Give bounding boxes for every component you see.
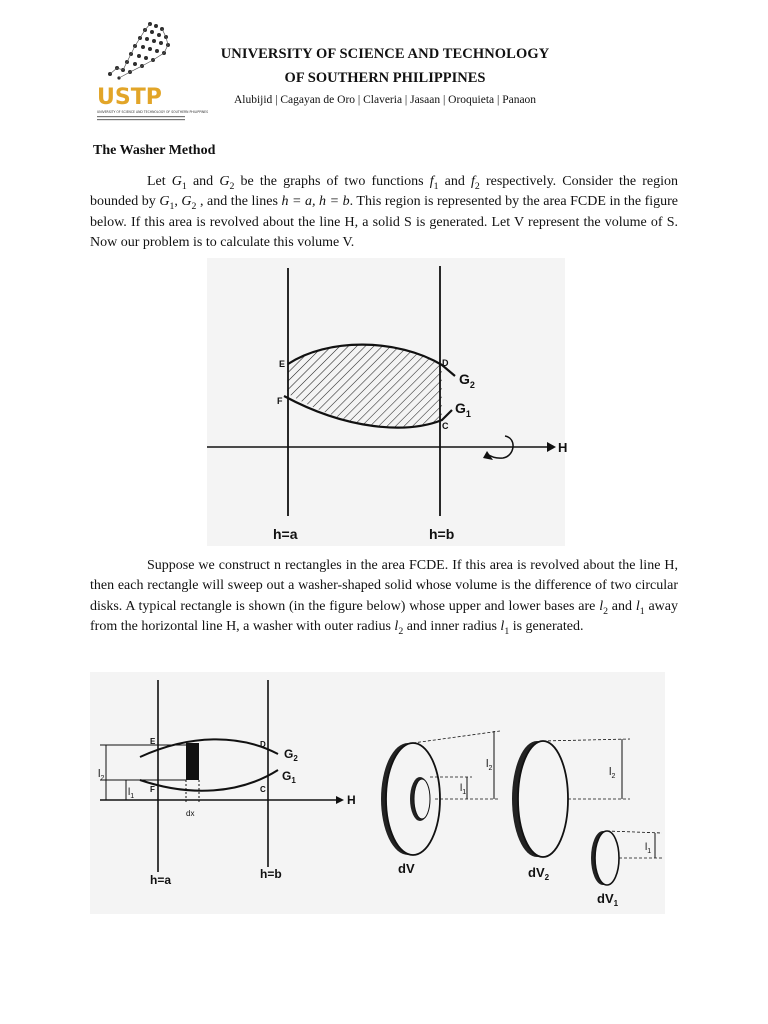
svg-text:D: D — [260, 740, 266, 749]
paragraph-intro: Let $G_1$ and $G_2$ be the graphs of two functions $f_1$ and $f_2$ respectively. Consider the region bounded by $G_1$, $G_2$ , and the lines h = a, h = b. This region is represented by the area FCDE in the figure below. If this area is revolved about the line H, a solid S is generated. Let V represent the volume of S. Now our problem is to calculate this volume V. — [90, 174, 679, 250]
svg-text:l1: $l_1$ — [645, 842, 652, 855]
svg-text:dV: dV — [398, 861, 415, 876]
svg-text:l1: $l_1$ — [460, 783, 467, 796]
svg-text:G2: $G_2$ — [459, 371, 475, 390]
svg-text:H: H — [558, 440, 568, 455]
svg-text:l2: $l_2$ — [609, 766, 616, 780]
svg-text:h=a: h=a — [273, 526, 298, 542]
logo-subtext: UNIVERSITY OF SCIENCE AND TECHNOLOGY OF SOUTHERN PHILIPPINES — [97, 110, 209, 114]
svg-text:l1: $l_1$ — [128, 787, 135, 800]
figure-washer — [90, 672, 665, 914]
svg-text:G1: $G_1$ — [282, 769, 296, 785]
figure-region-fcde — [207, 258, 568, 546]
svg-text:H: H — [347, 793, 356, 807]
logo-dots — [108, 22, 170, 80]
svg-text:dx: dx — [186, 809, 195, 818]
svg-text:h=a: h=a — [150, 873, 172, 887]
svg-text:l2: $l_2$ — [486, 758, 493, 772]
svg-text:G1: $G_1$ — [455, 400, 471, 419]
paragraph-washer: Suppose we construct n rectangles in the area FCDE. If this area is revolved about the line H, then each rectangle will sweep out a washer-shaped solid whose volume is the difference of two circular disks. A typical rectangle is shown (in the figure below) whose upper and lower bases are $l_2$ and $l_1$ away from the horizontal line H, a washer with outer radius $l_2$ and inner radius $l_1$ is generated. — [90, 558, 678, 637]
svg-text:l2: $l_2$ — [98, 768, 105, 782]
svg-text:F: F — [150, 785, 155, 794]
campus-list: Alubijid | Cagayan de Oro | Claveria | Jasaan | Oroquieta | Panaon — [233, 94, 537, 106]
svg-text:h=b: h=b — [429, 526, 455, 542]
logo-text: USTP — [97, 85, 162, 110]
svg-text:G2: $G_2$ — [284, 747, 298, 763]
university-title-line1: UNIVERSITY OF SCIENCE AND TECHNOLOGY — [220, 46, 550, 62]
svg-text:F: F — [277, 396, 283, 406]
svg-text:E: E — [279, 359, 286, 369]
ustp-logo — [95, 18, 209, 126]
section-title: The Washer Method — [93, 143, 216, 158]
university-title-line2: OF SOUTHERN PHILIPPINES — [284, 70, 486, 86]
svg-text:dV1: $dV_1$ — [597, 891, 619, 908]
svg-text:D: D — [442, 358, 449, 368]
svg-text:C: C — [442, 421, 449, 431]
svg-text:C: C — [260, 785, 266, 794]
svg-text:h=b: h=b — [260, 867, 282, 881]
svg-text:dV2: $dV_2$ — [528, 865, 550, 882]
svg-text:E: E — [150, 737, 156, 746]
